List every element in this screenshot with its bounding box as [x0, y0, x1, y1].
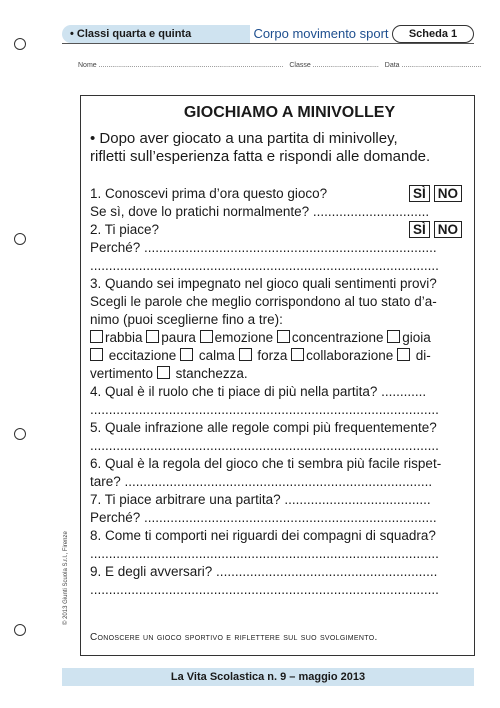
checkbox[interactable] [90, 330, 103, 343]
feeling-label: eccitazione [108, 348, 177, 363]
yes-box-2[interactable]: SÌ [409, 221, 430, 238]
feeling-label: forza [257, 348, 288, 363]
answer-line[interactable]: ............................................................................................. [90, 402, 439, 417]
student-fields [78, 62, 482, 69]
checkbox[interactable] [277, 330, 290, 343]
binder-hole-3 [14, 428, 26, 440]
feeling-label: collaborazione [306, 348, 394, 363]
data-field[interactable]: Data ......................................... [384, 62, 482, 69]
question-5: 5. Quale infrazione alle regole compi più frequentemente? [90, 420, 437, 435]
instructions [90, 130, 470, 166]
answer-line[interactable]: tare? .................................................................................. [90, 474, 433, 489]
feeling-label: paura [161, 330, 196, 345]
answer-line[interactable]: Perché? .............................................................................. [90, 510, 437, 525]
binder-hole-4 [14, 624, 26, 636]
instruction-line: rifletti sull’esperienza fatta e rispondi alle domande. [90, 148, 431, 165]
binder-hole-1 [14, 38, 26, 50]
feelings-row-2 [90, 347, 468, 365]
checkbox[interactable] [180, 348, 193, 361]
feelings-row-3 [90, 365, 468, 383]
feeling-label: calma [198, 348, 235, 363]
checkbox[interactable] [291, 348, 304, 361]
learning-objective: Conoscere un gioco sportivo e riflettere sul suo svolgimento. [90, 632, 378, 643]
question-2 [90, 221, 468, 239]
feeling-label: concentrazione [291, 330, 384, 345]
class-level-label: • Classi quarta e quinta [62, 25, 250, 43]
answer-line[interactable]: ............................................................................................. [90, 438, 439, 453]
answer-line[interactable]: Perché? .............................................................................. [90, 240, 437, 255]
worksheet-title: GIOCHIAMO A MINIVOLLEY [183, 104, 396, 121]
feeling-label: stanchezza. [175, 366, 248, 381]
question-1 [90, 185, 468, 203]
no-box-1[interactable]: NO [434, 185, 462, 202]
questions [90, 185, 468, 599]
classe-field[interactable]: Classe .................................. [289, 62, 379, 69]
question-7: 7. Ti piace arbitrare una partita? ....................................... [90, 492, 431, 507]
question-3-cont: nimo (puoi sceglierne fino a tre): [90, 312, 283, 327]
nome-field[interactable]: Nome ............................................................................................... [78, 62, 284, 69]
answer-line[interactable]: ............................................................................................. [90, 546, 439, 561]
feeling-label: vertimento [90, 366, 154, 381]
feelings-row-1 [90, 329, 468, 347]
question-9: 9. E degli avversari? ........................................................... [90, 564, 438, 579]
checkbox[interactable] [157, 366, 170, 379]
copyright-notice: © 2013 Giunti Scuola S.r.l., Firenze [63, 531, 69, 625]
checkbox[interactable] [200, 330, 213, 343]
yes-box-1[interactable]: SÌ [409, 185, 430, 202]
feeling-label: emozione [214, 330, 274, 345]
question-3-cont: Scegli le parole che meglio corrispondono al tuo stato d’a- [90, 294, 437, 309]
question-1-text: 1. Conoscevi prima d’ora questo gioco? [90, 186, 328, 201]
subject-title: Corpo movimento sport [253, 26, 389, 41]
feeling-label: gioia [402, 330, 431, 345]
feeling-label: di- [415, 348, 431, 363]
question-2-text: 2. Ti piace? [90, 222, 160, 237]
checkbox[interactable] [397, 348, 410, 361]
yes-no-2 [405, 221, 462, 239]
yes-no-1 [405, 185, 462, 203]
header-divider [62, 43, 474, 44]
page-header [62, 25, 474, 43]
feeling-label: rabbia [105, 330, 143, 345]
sheet-badge: Scheda 1 [392, 25, 474, 43]
question-4: 4. Qual è il ruolo che ti piace di più nella partita? ............ [90, 384, 427, 399]
publication-footer: La Vita Scolastica n. 9 – maggio 2013 [62, 668, 474, 686]
no-box-2[interactable]: NO [434, 221, 462, 238]
checkbox[interactable] [90, 348, 103, 361]
checkbox[interactable] [239, 348, 252, 361]
checkbox[interactable] [387, 330, 400, 343]
question-8: 8. Come ti comporti nei riguardi dei compagni di squadra? [90, 528, 436, 543]
binder-hole-2 [14, 233, 26, 245]
question-3: 3. Quando sei impegnato nel gioco quali sentimenti provi? [90, 276, 437, 291]
question-6: 6. Qual è la regola del gioco che ti sembra più facile rispet- [90, 456, 442, 471]
answer-line[interactable]: ............................................................................................. [90, 258, 439, 273]
answer-line[interactable]: ............................................................................................. [90, 582, 439, 597]
checkbox[interactable] [146, 330, 159, 343]
answer-line[interactable]: Se sì, dove lo pratichi normalmente? ............................... [90, 204, 430, 219]
instruction-line: • Dopo aver giocato a una partita di minivolley, [90, 130, 398, 147]
